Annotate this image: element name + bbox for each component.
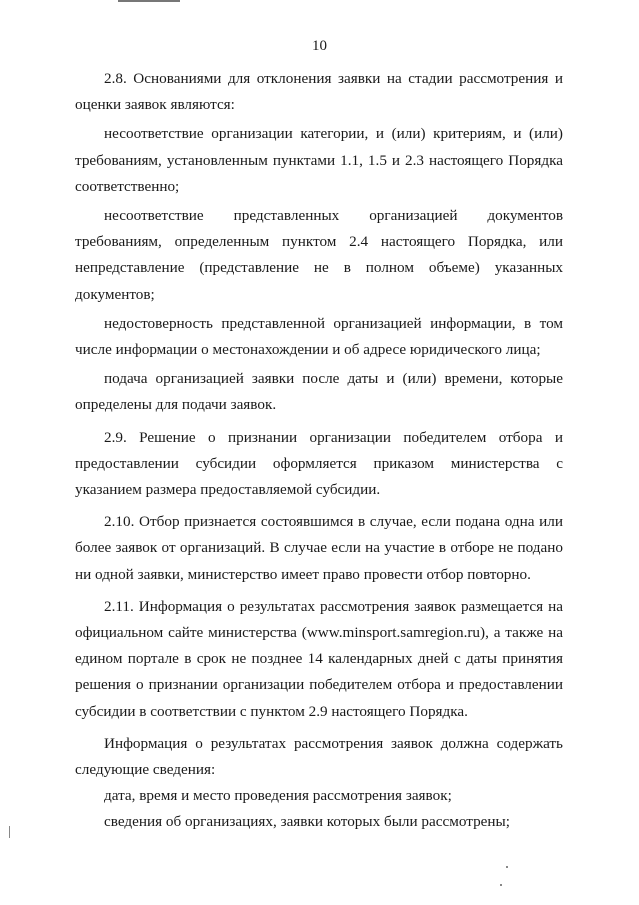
- document-body: [75, 66, 563, 836]
- scan-artifact: [506, 866, 508, 868]
- paragraph-documents: несоответствие представленных организацией документов требованиям, определенным пунктом 2.4 настоящего Порядка, или непредставление (представление не в полном объеме) указанных документов;: [75, 207, 563, 303]
- scan-artifact: [118, 0, 180, 2]
- paragraph-unreliable-info: недостоверность представленной организацией информации, в том числе информации о местонахождении и об адресе юридического лица;: [75, 314, 563, 359]
- scan-artifact: [500, 884, 502, 886]
- paragraph-2-11: 2.11. Информация о результатах рассмотрения заявок размещается на официальном сайте министерства (www.minsport.samregion.ru), а также на едином портале в срок не позднее 14 календарных дней с даты принятия решения о признании организации победителем отбора и предоставлении субсидии в соответствии с пунктом 2.9 настоящего Порядка.: [75, 597, 563, 720]
- paragraph-criteria: несоответствие организации категории, и (или) критериям, и (или) требованиям, установленным пунктами 1.1, 1.5 и 2.3 настоящего Порядка соответственно;: [75, 125, 563, 195]
- paragraph-2-9: 2.9. Решение о признании организации победителем отбора и предоставлении субсидии оформляется приказом министерства с указанием размера предоставляемой субсидии.: [75, 428, 563, 499]
- paragraph-results-info: Информация о результатах рассмотрения заявок должна содержать следующие сведения:: [75, 734, 563, 779]
- page-number: 10: [312, 38, 327, 54]
- paragraph-date-time: дата, время и место проведения рассмотрения заявок;: [104, 787, 452, 805]
- scan-artifact: [9, 826, 10, 838]
- paragraph-late-submission: подача организацией заявки после даты и (или) времени, которые определены для подачи заявок.: [75, 370, 563, 414]
- paragraph-2-10: 2.10. Отбор признается состоявшимся в случае, если подана одна или более заявок от организаций. В случае если на участие в отборе не подано ни одной заявки, министерство имеет право провести отбор повторно.: [75, 513, 563, 583]
- paragraph-organizations: сведения об организациях, заявки которых были рассмотрены;: [104, 813, 510, 831]
- paragraph-2-8: 2.8. Основаниями для отклонения заявки на стадии рассмотрения и оценки заявок являются:: [75, 70, 563, 114]
